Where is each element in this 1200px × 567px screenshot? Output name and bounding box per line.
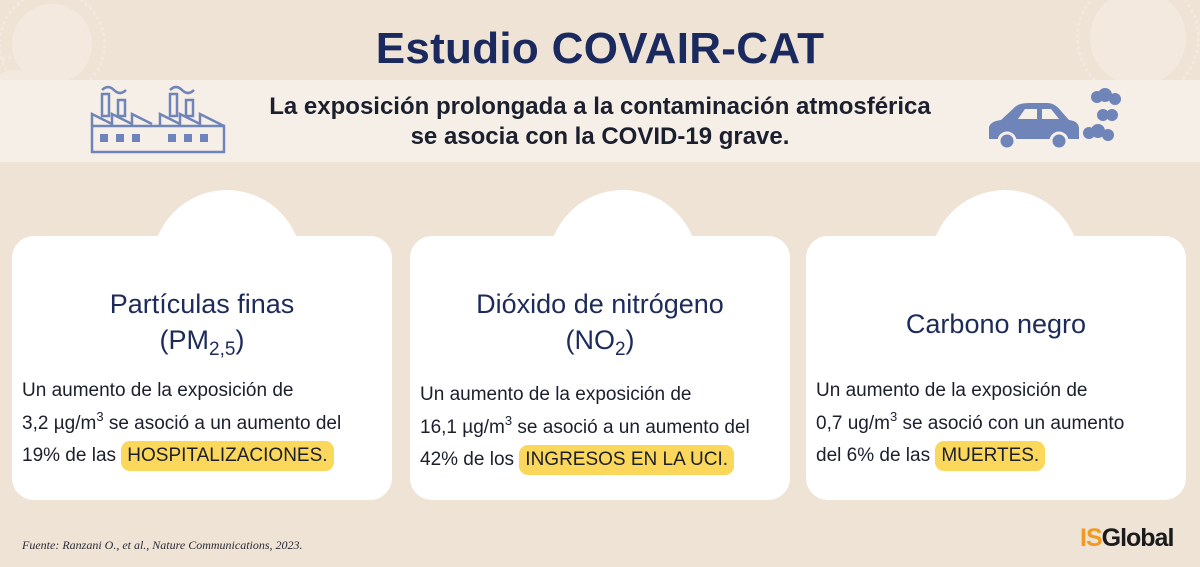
- body-line-2: [420, 408, 785, 441]
- body-line-3: [22, 437, 387, 471]
- card-heading-line-1: Dióxido de nitrógeno: [476, 289, 724, 319]
- card-body: [22, 378, 387, 471]
- formula-suffix: ): [235, 325, 245, 355]
- formula-prefix: (PM: [159, 325, 210, 355]
- card-heading: [410, 286, 790, 368]
- body-line-2: [816, 404, 1181, 437]
- body-rest: se asoció con un aumento: [897, 413, 1125, 434]
- body-rest: se asoció a un aumento del: [103, 413, 342, 434]
- body-rest: se asoció a un aumento del: [512, 417, 750, 438]
- card-heading-line-1: Partículas finas: [109, 289, 295, 319]
- card-particulas-finas: [12, 236, 392, 500]
- source-citation: Fuente: Ranzani O., et al., Nature Communications, 2023.: [22, 538, 303, 552]
- body-line-2: [22, 404, 387, 437]
- card-body: [816, 378, 1181, 471]
- exposure-value: 16,1 µg/m: [420, 417, 505, 438]
- card-heading-line-2: [12, 322, 392, 368]
- card-heading: [12, 286, 392, 368]
- card-body: [420, 382, 785, 475]
- subtitle-line-1: La exposición prolongada a la contaminación atmosférica: [269, 93, 931, 120]
- formula-prefix: (NO: [565, 325, 615, 355]
- card-dioxido-de-nitrogeno: [410, 236, 790, 500]
- card-heading: Carbono negro: [905, 309, 1087, 339]
- exposure-value: 0,7 ug/m: [816, 413, 890, 434]
- formula-subscript: 2: [614, 339, 626, 360]
- logo-global: Global: [1101, 524, 1174, 552]
- card-carbono-negro: [806, 236, 1186, 500]
- card-heading-line-2: [410, 322, 790, 368]
- highlight-badge: MUERTES.: [935, 441, 1045, 471]
- exposure-value: 3,2 µg/m: [22, 413, 97, 434]
- body-line-1: Un aumento de la exposición de: [816, 380, 1088, 401]
- body-line-3-text: 19% de las: [22, 445, 122, 466]
- unit-superscript: 3: [889, 409, 898, 424]
- formula-suffix: ): [625, 325, 635, 355]
- page-title: Estudio COVAIR-CAT: [375, 24, 825, 73]
- factory-icon: [88, 84, 228, 156]
- body-line-3: [816, 437, 1181, 471]
- isglobal-logo: [1080, 524, 1173, 554]
- body-line-3-text: del 6% de las: [816, 445, 936, 466]
- formula-subscript: 2,5: [209, 339, 236, 360]
- body-line-1: Un aumento de la exposición de: [22, 380, 294, 401]
- body-line-1: Un aumento de la exposición de: [420, 384, 692, 405]
- unit-superscript: 3: [504, 413, 513, 428]
- highlight-badge: HOSPITALIZACIONES.: [121, 441, 333, 471]
- logo-is: IS: [1080, 524, 1102, 552]
- car-icon: [985, 85, 1135, 157]
- unit-superscript: 3: [96, 409, 104, 424]
- body-line-3-text: 42% de los: [420, 449, 520, 470]
- subtitle: [215, 92, 985, 152]
- subtitle-line-2: se asocia con la COVID-19 grave.: [410, 123, 790, 150]
- highlight-badge: INGRESOS EN LA UCI.: [519, 445, 734, 475]
- body-line-3: [420, 441, 785, 475]
